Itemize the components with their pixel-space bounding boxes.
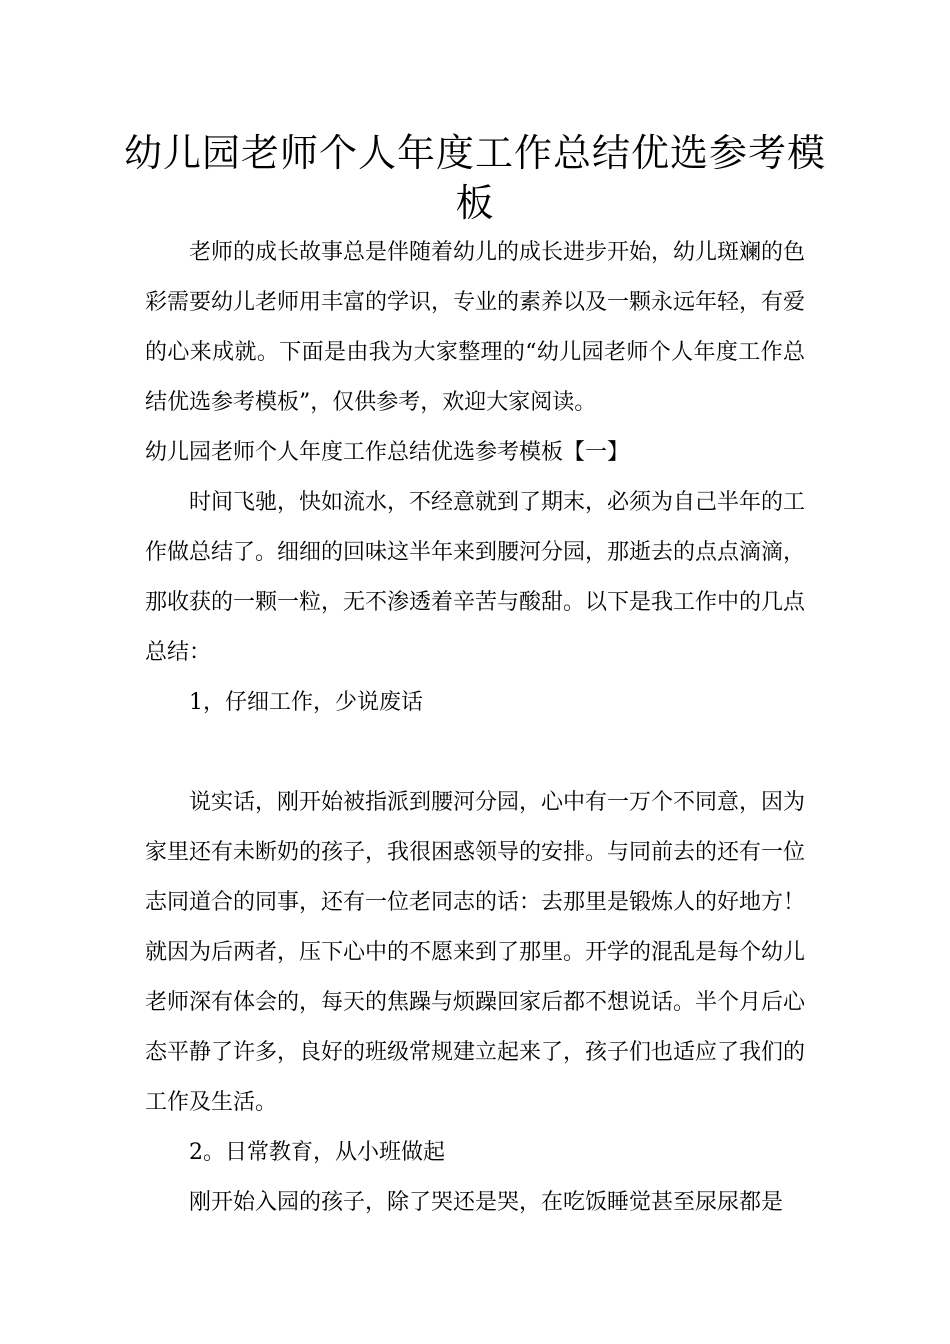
document-title: 幼儿园老师个人年度工作总结优选参考模板 xyxy=(123,131,826,225)
subheading-1: 1，仔细工作，少说废话 xyxy=(189,690,423,715)
section-heading-1: 幼儿园老师个人年度工作总结优选参考模板【一】 xyxy=(145,440,630,465)
intro-paragraph: 老师的成长故事总是伴随着幼儿的成长进步开始，幼儿斑斓的色彩需要幼儿老师用丰富的学识，专业的素养以及一颗永远年轻，有爱的心来成就。下面是由我为大家整理的“幼儿园老师个人年度工作总结优选参考模板”，仅供参考，欢迎大家阅读。 xyxy=(145,240,806,415)
body-paragraph-3: 刚开始入园的孩子，除了哭还是哭，在吃饭睡觉甚至尿尿都是 xyxy=(189,1190,784,1215)
body-paragraph-2: 说实话，刚开始被指派到腰河分园，心中有一万个不同意，因为家里还有未断奶的孩子，我很困惑领导的安排。与同前去的还有一位志同道合的同事，还有一位老同志的话：去那里是锻炼人的好地方！就因为后两者，压下心中的不愿来到了那里。开学的混乱是每个幼儿老师深有体会的，每天的焦躁与烦躁回家后都不想说话。半个月后心态平静了许多，良好的班级常规建立起来了，孩子们也适应了我们的工作及生活。 xyxy=(145,790,806,1115)
subheading-2: 2。日常教育，从小班做起 xyxy=(189,1140,445,1165)
body-paragraph-1: 时间飞驰，快如流水，不经意就到了期末，必须为自己半年的工作做总结了。细细的回味这半年来到腰河分园，那逝去的点点滴滴，那收获的一颗一粒，无不渗透着辛苦与酸甜。以下是我工作中的几点总结： xyxy=(145,490,806,665)
